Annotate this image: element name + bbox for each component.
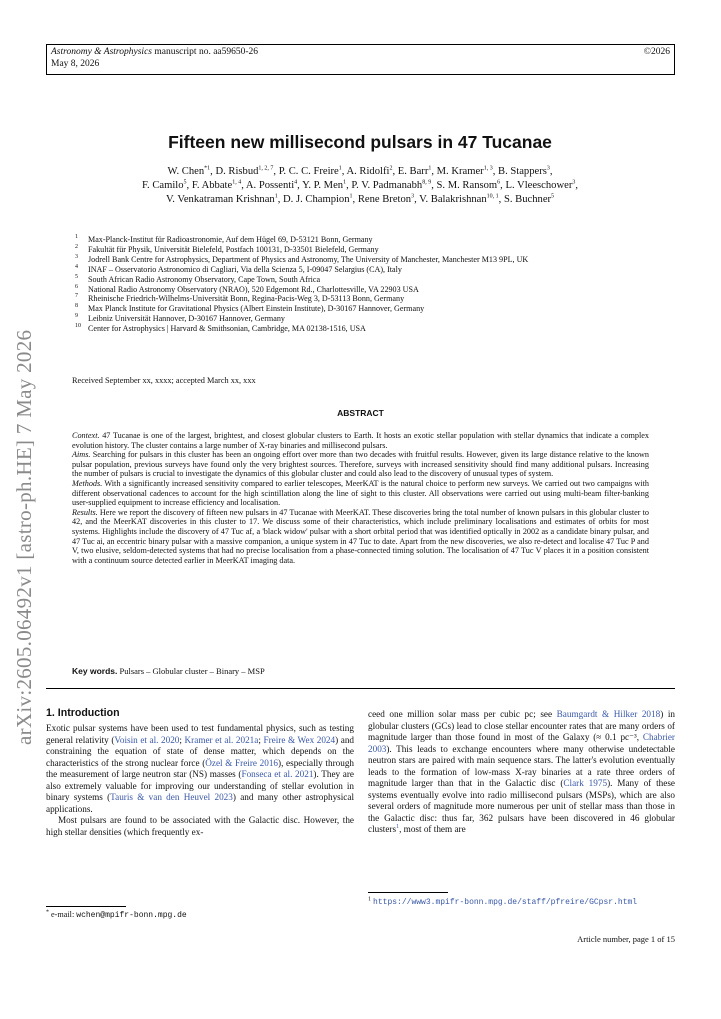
abstract-body bbox=[72, 431, 649, 565]
abstract-text: With a significantly increased sensitivity compared to earlier telescopes, MeerKAT is the natural choice to perform new surveys. We carried out two campaigns with different observational cadences to account for the high scintillation along the line of sight to this cluster. All observations were carried out using multi-beam filter-banking user-supplied equipment to increase efficiency and localisation. bbox=[72, 478, 649, 508]
arxiv-stamp[interactable]: arXiv:2605.06492v1 [astro-ph.HE] 7 May 2026 bbox=[12, 329, 36, 745]
body-text: ). Many of these systems eventually evolve into radio millisecond pulsars (MSPs), which are also several orders of magnitude more numerous per unit of stellar mass than those in the Galactic disc: thus far, 362 pulsars have been discovered in 46 globular clusters bbox=[368, 778, 675, 834]
running-header bbox=[46, 44, 675, 75]
body-text: ) in globular clusters (GCs) lead to close stellar encounter rates that are many orders of magnitude larger than those found in most of the Galaxy (≈ 0.1 pc⁻³, bbox=[368, 709, 675, 742]
author-name: , S. M. Ransom bbox=[431, 180, 498, 191]
footnote-marker[interactable]: 1 bbox=[396, 823, 400, 830]
body-text: ; bbox=[258, 734, 264, 745]
affiliation-mark: 6 bbox=[497, 179, 501, 186]
author-name: , D. J. Champion bbox=[277, 194, 350, 205]
header-date: May 8, 2026 bbox=[51, 59, 100, 69]
affiliation-mark: 1, 3 bbox=[483, 165, 493, 172]
author-name: , A. Possenti bbox=[241, 180, 295, 191]
abstract-text: Searching for pulsars in this cluster has been an ongoing effort over more than two decades with fruitful results. However, given its large distance relative to the known pulsar population, previous surveys have found only the very brightest sources. Therefore, surveys with increased sensitivity should find many additional pulsars. Increasing the number of pulsars is crucial to investigate the dynamics of this globular cluster and could also lead to the discovery of unusual types of system. bbox=[72, 450, 649, 479]
body-text: ) and constraining the equation of state of dense matter, which depends on the characteristics of the strong nuclear force ( bbox=[46, 734, 355, 768]
manuscript-number: manuscript no. aa59650-26 bbox=[151, 47, 259, 57]
intro-paragraph-2: Most pulsars are found to be associated with the Galactic disc. However, the high stellar densities (which frequently ex- bbox=[46, 815, 354, 837]
body-text: Exotic pulsar systems have been used to test fundamental physics, such as testing general relativity ( bbox=[46, 723, 354, 745]
citation-link[interactable]: Tauris & van den Heuvel 2023 bbox=[110, 792, 233, 802]
keywords-text: Pulsars – Globular cluster – Binary – MSP bbox=[117, 666, 265, 676]
body-text: ceed one million solar mass per cubic pc; see bbox=[368, 709, 557, 719]
body-text: ). This leads to exchange encounters where many otherwise undetectable neutron stars are paired with main sequence stars. The latter's evolution eventually leads to the formation of low-mass X-ray binaries at a rate three orders of magnitude larger than that in the Galactic disc ( bbox=[368, 743, 675, 788]
body-text: ), especially through the measurement of large neutron star (NS) masses ( bbox=[46, 757, 355, 779]
author-name: , V. Balakrishnan bbox=[414, 194, 487, 205]
affiliation-text: Leibniz Universität Hannover, D-30167 Hannover, Germany bbox=[88, 314, 285, 324]
affiliation-text: Fakultät für Physik, Universität Bielefeld, Postfach 100131, D-33501 Bielefeld, Germany bbox=[88, 244, 379, 254]
citation-link[interactable]: Fonseca et al. 2021 bbox=[241, 769, 314, 779]
author-line bbox=[60, 165, 660, 179]
affiliation-item bbox=[75, 324, 660, 334]
affiliation-number: 9 bbox=[75, 313, 78, 320]
affiliation-text: Max Planck Institute for Gravitational Physics (Albert Einstein Institute), D-30167 Hannover, Germany bbox=[88, 304, 425, 314]
citation-link[interactable]: Clark 1975 bbox=[563, 778, 608, 788]
body-text: ) and many other astrophysical applications. bbox=[46, 792, 354, 814]
affiliation-number: 3 bbox=[75, 253, 78, 260]
received-date: Received September xx, xxxx; accepted March xx, xxx bbox=[72, 376, 256, 385]
footnote-email bbox=[46, 910, 187, 920]
page-footer: Article number, page 1 of 15 bbox=[577, 934, 675, 944]
footnote-rule bbox=[46, 906, 126, 907]
footnote-url bbox=[368, 897, 675, 908]
author-name: , L. Vleeschower bbox=[500, 180, 573, 191]
affiliation-mark: *1 bbox=[204, 165, 211, 172]
author-line bbox=[60, 179, 660, 193]
author-name: , A. Ridolfi bbox=[341, 166, 390, 177]
footnote-text: e-mail: bbox=[49, 910, 77, 919]
author-name: , E. Barr bbox=[392, 166, 429, 177]
abstract-aims bbox=[72, 450, 649, 479]
author-name: V. Venkatraman Krishnan bbox=[165, 194, 275, 205]
affiliation-item bbox=[75, 314, 660, 324]
affiliation-text: Jodrell Bank Centre for Astrophysics, Department of Physics and Astronomy, The University of Manchester, Manchester M13 9PL, UK bbox=[88, 254, 529, 264]
affiliation-mark: 10, 1 bbox=[486, 193, 499, 200]
author-name: , D. Risbud bbox=[210, 166, 259, 177]
affiliation-text: Rheinische Friedrich-Wilhelms-Universität Bonn, Regina-Pacis-Weg 3, D-53113 Bonn, Germany bbox=[88, 294, 405, 304]
affiliation-mark: 1 bbox=[343, 179, 347, 186]
affiliation-text: National Radio Astronomy Observatory (NRAO), 520 Edgemont Rd., Charlottesville, VA 22903 USA bbox=[88, 284, 419, 294]
affiliation-mark: 2 bbox=[389, 165, 393, 172]
abstract-context bbox=[72, 431, 649, 450]
affiliation-list bbox=[75, 235, 660, 334]
intro-paragraph-1 bbox=[46, 723, 354, 815]
affiliation-item bbox=[75, 275, 660, 285]
citation-link[interactable]: Kramer et al. 2021a bbox=[184, 734, 259, 745]
affiliation-mark: 3 bbox=[546, 165, 550, 172]
author-name: , P. V. Padmanabh bbox=[346, 180, 423, 191]
citation-link[interactable]: Freire & Wex 2024 bbox=[263, 734, 336, 745]
affiliation-number: 5 bbox=[75, 273, 78, 280]
affiliation-number: 6 bbox=[75, 283, 78, 290]
author-name: , S. Buchner bbox=[498, 194, 552, 205]
email-link[interactable]: wchen@mpifr-bonn.mpg.de bbox=[76, 911, 187, 920]
affiliation-mark: 1 bbox=[349, 193, 353, 200]
affiliation-mark: 1 bbox=[274, 193, 278, 200]
author-line bbox=[60, 193, 660, 207]
author-name: F. Camilo bbox=[141, 180, 184, 191]
body-text: , most of them are bbox=[399, 824, 466, 834]
abstract-label: Results. bbox=[72, 507, 98, 517]
paper-title: Fifteen new millisecond pulsars in 47 Tucanae bbox=[168, 132, 552, 152]
affiliation-mark: 1, 2, 7 bbox=[258, 165, 274, 172]
citation-link[interactable]: Özel & Freire 2016 bbox=[205, 757, 279, 768]
citation-link[interactable]: Baumgardt & Hilker 2018 bbox=[556, 709, 661, 719]
affiliation-mark: 3 bbox=[572, 179, 576, 186]
affiliation-item bbox=[75, 265, 660, 275]
abstract-text: 47 Tucanae is one of the largest, brightest, and closest globular clusters to Earth. It hosts an exotic stellar population with stellar dynamics that indicate a complex evolution history. The cluster contains a large number of X-ray binaries and millisecond pulsars. bbox=[72, 431, 649, 450]
author-name: , B. Stappers bbox=[492, 166, 547, 177]
affiliation-number: 2 bbox=[75, 243, 78, 250]
body-text: ; bbox=[179, 734, 185, 745]
affiliation-number: 1 bbox=[75, 234, 78, 240]
author-name: , Rene Breton bbox=[352, 194, 412, 205]
affiliation-item bbox=[75, 304, 660, 314]
affiliation-text: INAF – Osservatorio Astronomico di Cagliari, Via della Scienza 5, I-09047 Selargius (CA), Italy bbox=[88, 264, 402, 274]
body-text: ). They are also extremely valuable for improving our understanding of stellar evolution in binary systems ( bbox=[46, 769, 354, 802]
abstract-label: Context. bbox=[72, 431, 100, 440]
author-name: W. Chen bbox=[167, 166, 205, 177]
affiliation-mark: 4 bbox=[294, 179, 298, 186]
abstract-label: Methods. bbox=[72, 478, 103, 488]
abstract-results bbox=[72, 508, 649, 566]
author-name: , Y. P. Men bbox=[297, 180, 344, 191]
abstract-methods bbox=[72, 479, 649, 508]
affiliation-number: 7 bbox=[75, 293, 78, 300]
affiliation-text: Max-Planck-Institut für Radioastronomie, Auf dem Hügel 69, D-53121 Bonn, Germany bbox=[88, 235, 373, 244]
right-column bbox=[368, 709, 675, 836]
keywords bbox=[72, 666, 265, 676]
citation-link[interactable]: Chabrier 2003 bbox=[368, 732, 675, 754]
affiliation-text: South African Radio Astronomy Observatory, Cape Town, South Africa bbox=[88, 274, 321, 284]
journal-name: Astronomy & Astrophysics bbox=[51, 47, 152, 57]
affiliation-number: 4 bbox=[75, 263, 78, 270]
affiliation-mark: 3 bbox=[411, 193, 415, 200]
affiliation-mark: 5 bbox=[551, 193, 555, 200]
divider bbox=[46, 688, 675, 689]
author-name: , bbox=[575, 180, 578, 191]
affiliation-mark: 1 bbox=[338, 165, 342, 172]
footnote-marker: * bbox=[46, 909, 49, 916]
affiliation-item bbox=[75, 255, 660, 265]
author-name: , F. Abbate bbox=[186, 180, 233, 191]
affiliation-mark: 5 bbox=[183, 179, 187, 186]
affiliation-item bbox=[75, 245, 660, 255]
section-heading: 1. Introduction bbox=[46, 707, 120, 719]
author-list bbox=[60, 165, 660, 207]
intro-paragraph-3 bbox=[368, 709, 675, 836]
affiliation-text: Center for Astrophysics | Harvard & Smithsonian, Cambridge, MA 02138-1516, USA bbox=[88, 324, 366, 334]
author-name: , P. C. C. Freire bbox=[273, 166, 339, 177]
keywords-label: Key words. bbox=[72, 666, 118, 676]
affiliation-item bbox=[75, 235, 660, 245]
footnote-rule bbox=[368, 892, 448, 893]
affiliation-mark: 1, 4 bbox=[232, 179, 242, 186]
copyright: ©2026 bbox=[643, 47, 670, 57]
url-link[interactable]: https://www3.mpifr-bonn.mpg.de/staff/pfreire/GCpsr.html bbox=[373, 898, 638, 907]
footnote-marker: 1 bbox=[368, 896, 371, 903]
affiliation-number: 8 bbox=[75, 303, 78, 310]
affiliation-item bbox=[75, 285, 660, 295]
affiliation-mark: 8, 9 bbox=[422, 179, 432, 186]
affiliation-item bbox=[75, 294, 660, 304]
author-name: , bbox=[549, 166, 553, 177]
abstract-text: Here we report the discovery of fifteen new pulsars in 47 Tucanae with MeerKAT. These discoveries bring the total number of known pulsars in this globular cluster to 42, and the MeerKAT discoveries in this cluster to 17. We discuss some of their characteristics, which include preliminary localisations and estimates of orbits for most systems. Highlights include the discovery of 47 Tuc af, a 'black widow' pulsar with a short orbital period that was identified optically in 2002 as a candidate binary pulsar, and 47 Tuc ai, an eccentric binary pulsar with a massive companion, a unique system in 47 Tuc to date. Apart from the new discoveries, we also re-detect and localise 47 Tuc P and V, two elusive, seldom-detected systems that had no precise localisation from a phase-connected timing solution. The localisation of 47 Tuc V places it in a position consistent with a continuum source detected earlier in MeerKAT imaging data. bbox=[72, 507, 649, 565]
journal-line bbox=[51, 46, 670, 58]
affiliation-number: 10 bbox=[75, 323, 81, 330]
abstract-heading: ABSTRACT bbox=[337, 408, 384, 418]
left-column bbox=[46, 723, 354, 838]
abstract-label: Aims. bbox=[72, 450, 91, 460]
author-name: , M. Kramer bbox=[431, 166, 484, 177]
citation-link[interactable]: Voisin et al. 2020 bbox=[114, 734, 180, 745]
affiliation-mark: 1 bbox=[428, 165, 432, 172]
